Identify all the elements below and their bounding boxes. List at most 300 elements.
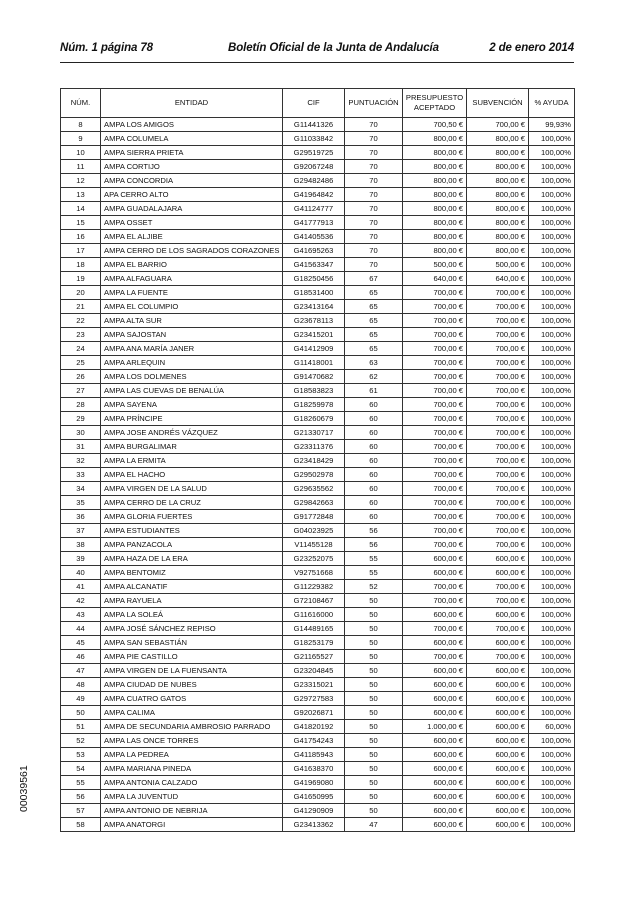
cell-budget: 800,00 € <box>403 132 467 146</box>
cell-percent: 100,00% <box>529 244 575 258</box>
cell-percent: 100,00% <box>529 552 575 566</box>
cell-num: 45 <box>61 636 101 650</box>
cell-budget: 700,00 € <box>403 370 467 384</box>
table-row <box>61 286 575 300</box>
cell-score: 60 <box>345 510 403 524</box>
cell-cif: V11455128 <box>283 538 345 552</box>
cell-grant: 800,00 € <box>467 188 529 202</box>
cell-cif: G11229382 <box>283 580 345 594</box>
table-row <box>61 818 575 832</box>
table-row <box>61 244 575 258</box>
cell-num: 37 <box>61 524 101 538</box>
table-row <box>61 510 575 524</box>
table-row <box>61 356 575 370</box>
cell-cif: G11418001 <box>283 356 345 370</box>
cell-budget: 700,00 € <box>403 342 467 356</box>
cell-cif: G91470682 <box>283 370 345 384</box>
cell-percent: 100,00% <box>529 566 575 580</box>
cell-grant: 600,00 € <box>467 692 529 706</box>
cell-score: 50 <box>345 650 403 664</box>
cell-budget: 800,00 € <box>403 174 467 188</box>
cell-entity: AMPA LOS DOLMENES <box>101 370 283 384</box>
table-row <box>61 188 575 202</box>
cell-cif: G23315021 <box>283 678 345 692</box>
cell-percent: 100,00% <box>529 202 575 216</box>
cell-num: 15 <box>61 216 101 230</box>
cell-budget: 700,00 € <box>403 538 467 552</box>
cell-budget: 640,00 € <box>403 272 467 286</box>
table-row <box>61 342 575 356</box>
cell-cif: G18260679 <box>283 412 345 426</box>
cell-budget: 500,00 € <box>403 258 467 272</box>
cell-entity: AMPA CERRO DE LA CRUZ <box>101 496 283 510</box>
cell-cif: G29842663 <box>283 496 345 510</box>
table-row <box>61 216 575 230</box>
cell-percent: 100,00% <box>529 580 575 594</box>
cell-grant: 700,00 € <box>467 454 529 468</box>
column-header-percent: % AYUDA <box>529 89 575 118</box>
cell-score: 50 <box>345 720 403 734</box>
cell-budget: 800,00 € <box>403 216 467 230</box>
cell-score: 60 <box>345 454 403 468</box>
cell-cif: G29502978 <box>283 468 345 482</box>
cell-percent: 100,00% <box>529 300 575 314</box>
cell-budget: 700,00 € <box>403 524 467 538</box>
cell-budget: 600,00 € <box>403 818 467 832</box>
cell-percent: 100,00% <box>529 440 575 454</box>
cell-entity: AMPA EL ALJIBE <box>101 230 283 244</box>
cell-percent: 100,00% <box>529 356 575 370</box>
table-row <box>61 552 575 566</box>
cell-percent: 100,00% <box>529 132 575 146</box>
cell-score: 70 <box>345 258 403 272</box>
table-row <box>61 720 575 734</box>
document-code: 00039561 <box>18 765 30 812</box>
cell-num: 10 <box>61 146 101 160</box>
cell-budget: 700,00 € <box>403 398 467 412</box>
cell-entity: AMPA OSSET <box>101 216 283 230</box>
cell-grant: 700,00 € <box>467 524 529 538</box>
cell-cif: G23413164 <box>283 300 345 314</box>
cell-percent: 100,00% <box>529 160 575 174</box>
cell-budget: 800,00 € <box>403 244 467 258</box>
cell-entity: AMPA SIERRA PRIETA <box>101 146 283 160</box>
table-row <box>61 174 575 188</box>
cell-grant: 600,00 € <box>467 720 529 734</box>
cell-percent: 100,00% <box>529 734 575 748</box>
cell-entity: AMPA ANATORGI <box>101 818 283 832</box>
cell-num: 44 <box>61 622 101 636</box>
cell-budget: 600,00 € <box>403 776 467 790</box>
grants-table <box>60 88 575 832</box>
cell-cif: V92751668 <box>283 566 345 580</box>
cell-num: 8 <box>61 118 101 132</box>
cell-entity: AMPA LA SOLEÁ <box>101 608 283 622</box>
cell-score: 50 <box>345 748 403 762</box>
cell-percent: 100,00% <box>529 454 575 468</box>
cell-num: 20 <box>61 286 101 300</box>
cell-score: 70 <box>345 146 403 160</box>
cell-score: 70 <box>345 160 403 174</box>
cell-grant: 800,00 € <box>467 230 529 244</box>
table-row <box>61 538 575 552</box>
cell-entity: AMPA CIUDAD DE NUBES <box>101 678 283 692</box>
cell-budget: 700,00 € <box>403 300 467 314</box>
cell-grant: 700,00 € <box>467 118 529 132</box>
cell-cif: G21165527 <box>283 650 345 664</box>
cell-percent: 100,00% <box>529 174 575 188</box>
cell-score: 61 <box>345 384 403 398</box>
cell-percent: 100,00% <box>529 678 575 692</box>
cell-num: 52 <box>61 734 101 748</box>
cell-score: 52 <box>345 580 403 594</box>
cell-budget: 600,00 € <box>403 678 467 692</box>
cell-percent: 100,00% <box>529 468 575 482</box>
cell-grant: 600,00 € <box>467 636 529 650</box>
cell-cif: G11441326 <box>283 118 345 132</box>
cell-grant: 600,00 € <box>467 664 529 678</box>
cell-cif: G18250456 <box>283 272 345 286</box>
cell-cif: G41290909 <box>283 804 345 818</box>
table-row <box>61 272 575 286</box>
cell-num: 48 <box>61 678 101 692</box>
cell-grant: 800,00 € <box>467 146 529 160</box>
cell-percent: 100,00% <box>529 706 575 720</box>
cell-num: 40 <box>61 566 101 580</box>
cell-percent: 60,00% <box>529 720 575 734</box>
cell-num: 35 <box>61 496 101 510</box>
cell-entity: AMPA LAS ONCE TORRES <box>101 734 283 748</box>
cell-num: 34 <box>61 482 101 496</box>
cell-score: 50 <box>345 804 403 818</box>
cell-percent: 100,00% <box>529 370 575 384</box>
cell-grant: 600,00 € <box>467 566 529 580</box>
table-row <box>61 664 575 678</box>
cell-num: 56 <box>61 790 101 804</box>
cell-num: 55 <box>61 776 101 790</box>
cell-score: 55 <box>345 566 403 580</box>
cell-grant: 700,00 € <box>467 496 529 510</box>
cell-grant: 700,00 € <box>467 580 529 594</box>
cell-percent: 100,00% <box>529 594 575 608</box>
cell-entity: AMPA PANZACOLA <box>101 538 283 552</box>
cell-cif: G11033842 <box>283 132 345 146</box>
cell-grant: 700,00 € <box>467 440 529 454</box>
cell-cif: G29635562 <box>283 482 345 496</box>
cell-budget: 600,00 € <box>403 552 467 566</box>
cell-budget: 600,00 € <box>403 790 467 804</box>
cell-entity: AMPA EL BARRIO <box>101 258 283 272</box>
cell-entity: AMPA MARIANA PINEDA <box>101 762 283 776</box>
cell-budget: 700,00 € <box>403 328 467 342</box>
cell-entity: AMPA CERRO DE LOS SAGRADOS CORAZONES <box>101 244 283 258</box>
cell-score: 50 <box>345 692 403 706</box>
cell-score: 70 <box>345 216 403 230</box>
cell-percent: 100,00% <box>529 622 575 636</box>
cell-budget: 700,00 € <box>403 496 467 510</box>
cell-percent: 100,00% <box>529 216 575 230</box>
cell-score: 65 <box>345 314 403 328</box>
cell-score: 50 <box>345 678 403 692</box>
cell-cif: G41820192 <box>283 720 345 734</box>
cell-entity: AMPA ANA MARÍA JANER <box>101 342 283 356</box>
cell-grant: 600,00 € <box>467 762 529 776</box>
cell-entity: AMPA ARLEQUIN <box>101 356 283 370</box>
cell-num: 47 <box>61 664 101 678</box>
cell-num: 32 <box>61 454 101 468</box>
cell-grant: 600,00 € <box>467 790 529 804</box>
cell-budget: 600,00 € <box>403 664 467 678</box>
cell-num: 54 <box>61 762 101 776</box>
table-row <box>61 468 575 482</box>
cell-cif: G23413362 <box>283 818 345 832</box>
cell-cif: G29519725 <box>283 146 345 160</box>
cell-score: 60 <box>345 412 403 426</box>
column-header-budget: PRESUPUESTO ACEPTADO <box>403 89 467 118</box>
cell-num: 29 <box>61 412 101 426</box>
cell-percent: 100,00% <box>529 398 575 412</box>
cell-grant: 800,00 € <box>467 132 529 146</box>
cell-percent: 100,00% <box>529 510 575 524</box>
cell-score: 50 <box>345 706 403 720</box>
cell-cif: G18531400 <box>283 286 345 300</box>
table-row <box>61 496 575 510</box>
cell-cif: G92026871 <box>283 706 345 720</box>
table-row <box>61 790 575 804</box>
cell-budget: 600,00 € <box>403 762 467 776</box>
cell-score: 60 <box>345 468 403 482</box>
cell-percent: 100,00% <box>529 146 575 160</box>
cell-entity: AMPA JOSÉ SÁNCHEZ REPISO <box>101 622 283 636</box>
cell-budget: 700,00 € <box>403 314 467 328</box>
cell-entity: AMPA ANTONIO DE NEBRIJA <box>101 804 283 818</box>
cell-score: 70 <box>345 244 403 258</box>
cell-entity: AMPA GLORIA FUERTES <box>101 510 283 524</box>
cell-cif: G41124777 <box>283 202 345 216</box>
cell-budget: 700,00 € <box>403 440 467 454</box>
cell-cif: G23418429 <box>283 454 345 468</box>
cell-budget: 600,00 € <box>403 734 467 748</box>
cell-percent: 100,00% <box>529 664 575 678</box>
cell-grant: 600,00 € <box>467 776 529 790</box>
table-row <box>61 706 575 720</box>
table-row <box>61 678 575 692</box>
table-row <box>61 132 575 146</box>
cell-grant: 700,00 € <box>467 622 529 636</box>
cell-entity: AMPA VIRGEN DE LA FUENSANTA <box>101 664 283 678</box>
cell-score: 70 <box>345 202 403 216</box>
table-row <box>61 580 575 594</box>
cell-num: 23 <box>61 328 101 342</box>
cell-num: 16 <box>61 230 101 244</box>
table-row <box>61 454 575 468</box>
cell-percent: 100,00% <box>529 818 575 832</box>
cell-entity: AMPA SAN SEBASTIÁN <box>101 636 283 650</box>
cell-num: 25 <box>61 356 101 370</box>
cell-cif: G23252075 <box>283 552 345 566</box>
cell-grant: 700,00 € <box>467 538 529 552</box>
cell-cif: G41695263 <box>283 244 345 258</box>
cell-cif: G14489165 <box>283 622 345 636</box>
cell-cif: G21330717 <box>283 426 345 440</box>
cell-cif: G23415201 <box>283 328 345 342</box>
cell-score: 50 <box>345 790 403 804</box>
cell-grant: 800,00 € <box>467 216 529 230</box>
cell-grant: 800,00 € <box>467 174 529 188</box>
cell-percent: 100,00% <box>529 482 575 496</box>
cell-num: 31 <box>61 440 101 454</box>
cell-score: 50 <box>345 622 403 636</box>
table-row <box>61 440 575 454</box>
cell-percent: 100,00% <box>529 762 575 776</box>
cell-grant: 700,00 € <box>467 384 529 398</box>
cell-budget: 700,00 € <box>403 650 467 664</box>
cell-num: 42 <box>61 594 101 608</box>
cell-num: 57 <box>61 804 101 818</box>
cell-budget: 1.000,00 € <box>403 720 467 734</box>
cell-grant: 700,00 € <box>467 426 529 440</box>
cell-budget: 800,00 € <box>403 160 467 174</box>
cell-num: 50 <box>61 706 101 720</box>
cell-budget: 800,00 € <box>403 202 467 216</box>
cell-grant: 600,00 € <box>467 818 529 832</box>
cell-budget: 700,00 € <box>403 580 467 594</box>
cell-cif: G72108467 <box>283 594 345 608</box>
cell-score: 50 <box>345 664 403 678</box>
cell-score: 60 <box>345 496 403 510</box>
cell-grant: 700,00 € <box>467 510 529 524</box>
cell-percent: 100,00% <box>529 314 575 328</box>
cell-num: 39 <box>61 552 101 566</box>
cell-entity: AMPA VIRGEN DE LA SALUD <box>101 482 283 496</box>
cell-num: 28 <box>61 398 101 412</box>
table-row <box>61 594 575 608</box>
cell-score: 70 <box>345 118 403 132</box>
cell-score: 47 <box>345 818 403 832</box>
cell-grant: 500,00 € <box>467 258 529 272</box>
cell-percent: 100,00% <box>529 692 575 706</box>
cell-percent: 100,00% <box>529 272 575 286</box>
cell-grant: 700,00 € <box>467 398 529 412</box>
table-row <box>61 734 575 748</box>
cell-budget: 800,00 € <box>403 188 467 202</box>
cell-num: 12 <box>61 174 101 188</box>
cell-grant: 640,00 € <box>467 272 529 286</box>
table-row <box>61 118 575 132</box>
cell-score: 65 <box>345 300 403 314</box>
cell-score: 65 <box>345 286 403 300</box>
cell-budget: 700,00 € <box>403 510 467 524</box>
cell-score: 50 <box>345 776 403 790</box>
cell-num: 17 <box>61 244 101 258</box>
cell-percent: 100,00% <box>529 286 575 300</box>
cell-entity: AMPA ALCANATIF <box>101 580 283 594</box>
cell-entity: AMPA SAYENA <box>101 398 283 412</box>
cell-grant: 800,00 € <box>467 160 529 174</box>
cell-cif: G41650995 <box>283 790 345 804</box>
cell-percent: 100,00% <box>529 496 575 510</box>
cell-entity: AMPA CONCORDIA <box>101 174 283 188</box>
cell-num: 51 <box>61 720 101 734</box>
table-row <box>61 398 575 412</box>
cell-budget: 700,00 € <box>403 622 467 636</box>
cell-budget: 700,00 € <box>403 482 467 496</box>
cell-entity: AMPA ESTUDIANTES <box>101 524 283 538</box>
cell-entity: AMPA LA FUENTE <box>101 286 283 300</box>
cell-num: 26 <box>61 370 101 384</box>
cell-entity: AMPA LA JUVENTUD <box>101 790 283 804</box>
cell-budget: 700,00 € <box>403 412 467 426</box>
cell-percent: 100,00% <box>529 776 575 790</box>
cell-cif: G29482486 <box>283 174 345 188</box>
cell-score: 56 <box>345 524 403 538</box>
cell-grant: 700,00 € <box>467 468 529 482</box>
table-row <box>61 328 575 342</box>
cell-grant: 700,00 € <box>467 650 529 664</box>
cell-cif: G29727583 <box>283 692 345 706</box>
table-header-row <box>61 89 575 118</box>
cell-entity: AMPA GUADALAJARA <box>101 202 283 216</box>
cell-budget: 700,00 € <box>403 454 467 468</box>
cell-percent: 100,00% <box>529 230 575 244</box>
cell-budget: 600,00 € <box>403 636 467 650</box>
cell-percent: 100,00% <box>529 790 575 804</box>
cell-cif: G41964842 <box>283 188 345 202</box>
cell-entity: AMPA COLUMELA <box>101 132 283 146</box>
cell-score: 50 <box>345 762 403 776</box>
cell-num: 41 <box>61 580 101 594</box>
cell-cif: G92067248 <box>283 160 345 174</box>
cell-score: 60 <box>345 482 403 496</box>
cell-budget: 700,00 € <box>403 286 467 300</box>
cell-cif: G41969080 <box>283 776 345 790</box>
cell-num: 21 <box>61 300 101 314</box>
cell-budget: 600,00 € <box>403 748 467 762</box>
column-header-grant: SUBVENCIÓN <box>467 89 529 118</box>
cell-grant: 700,00 € <box>467 286 529 300</box>
table-row <box>61 692 575 706</box>
cell-entity: AMPA PIE CASTILLO <box>101 650 283 664</box>
cell-cif: G41638370 <box>283 762 345 776</box>
cell-num: 30 <box>61 426 101 440</box>
table-row <box>61 524 575 538</box>
cell-score: 55 <box>345 552 403 566</box>
cell-num: 58 <box>61 818 101 832</box>
column-header-entity: ENTIDAD <box>101 89 283 118</box>
cell-budget: 700,00 € <box>403 594 467 608</box>
cell-score: 65 <box>345 342 403 356</box>
cell-budget: 600,00 € <box>403 608 467 622</box>
cell-num: 9 <box>61 132 101 146</box>
cell-cif: G41185943 <box>283 748 345 762</box>
cell-cif: G41563347 <box>283 258 345 272</box>
cell-entity: APA CERRO ALTO <box>101 188 283 202</box>
cell-score: 50 <box>345 594 403 608</box>
cell-grant: 700,00 € <box>467 356 529 370</box>
cell-score: 70 <box>345 132 403 146</box>
cell-grant: 600,00 € <box>467 734 529 748</box>
cell-budget: 700,00 € <box>403 356 467 370</box>
cell-budget: 600,00 € <box>403 706 467 720</box>
table-row <box>61 636 575 650</box>
cell-budget: 700,00 € <box>403 468 467 482</box>
cell-num: 19 <box>61 272 101 286</box>
cell-num: 49 <box>61 692 101 706</box>
cell-score: 60 <box>345 398 403 412</box>
cell-grant: 800,00 € <box>467 202 529 216</box>
cell-cif: G04023925 <box>283 524 345 538</box>
column-header-num: NÚM. <box>61 89 101 118</box>
